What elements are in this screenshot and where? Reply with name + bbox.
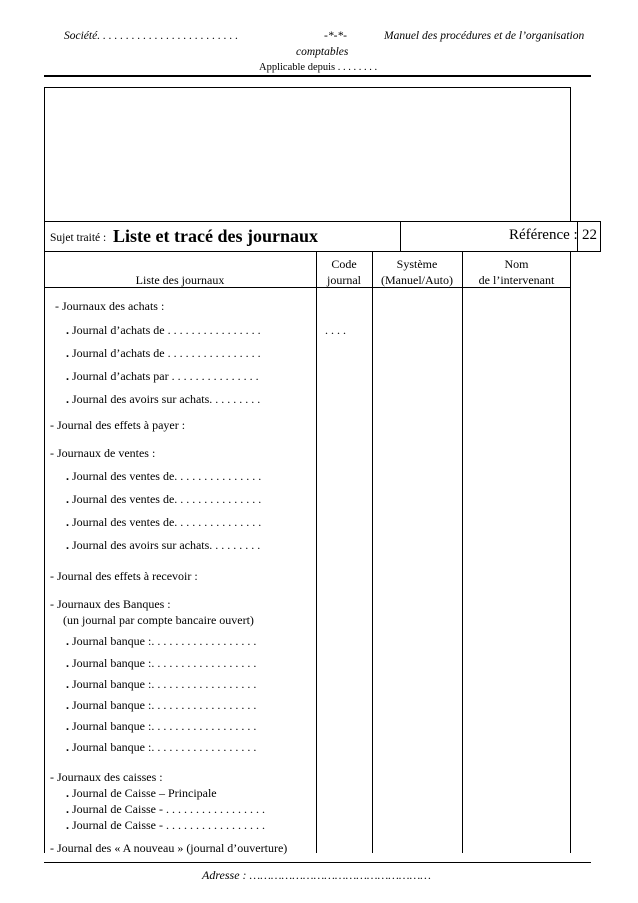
row-text: Journal d’achats de . . . . . . . . . . . . . . . .	[69, 323, 261, 337]
reference-label: Référence :	[509, 227, 578, 243]
list-item	[66, 538, 260, 553]
header-rule	[44, 75, 591, 77]
col-header-name	[462, 256, 571, 288]
col-header-code-line1: Code	[331, 257, 357, 271]
row-bullet: .	[66, 369, 69, 383]
row-text: Journal banque :. . . . . . . . . . . . . . . . . .	[69, 719, 257, 733]
row-text: Journal banque :. . . . . . . . . . . . . . . . . .	[69, 634, 257, 648]
list-item	[66, 469, 261, 484]
row-text: Journal de Caisse – Principale	[69, 786, 217, 800]
row-bullet: .	[66, 392, 69, 406]
list-item	[66, 786, 217, 801]
subject-divider	[400, 221, 401, 252]
list-item	[66, 740, 256, 755]
list-item: - Journaux de ventes :	[50, 446, 156, 460]
row-text: Journal banque :. . . . . . . . . . . . . . . . . .	[69, 656, 257, 670]
row-bullet: .	[66, 469, 69, 483]
code-marker: -*-*-	[324, 30, 347, 42]
row-text: Journal des ventes de. . . . . . . . . . . . . . .	[69, 469, 262, 483]
row-bullet: .	[66, 656, 69, 670]
row-text: Journal banque :. . . . . . . . . . . . . . . . . .	[69, 698, 257, 712]
row-text: Journal de Caisse - . . . . . . . . . . . . . . . . .	[69, 802, 265, 816]
row-bullet: .	[66, 719, 69, 733]
list-item	[66, 634, 256, 649]
col-header-name-line1: Nom	[504, 257, 529, 271]
row-bullet: .	[66, 786, 69, 800]
row-bullet: .	[66, 538, 69, 552]
row-bullet: .	[66, 634, 69, 648]
row-text: Journal des avoirs sur achats. . . . . . . . .	[69, 538, 261, 552]
list-item: - Journal des effets à recevoir :	[50, 569, 198, 583]
row-bullet: .	[66, 802, 69, 816]
list-item	[66, 369, 259, 384]
row-bullet: .	[66, 698, 69, 712]
row-text: Journal banque :. . . . . . . . . . . . . . . . . .	[69, 677, 257, 691]
list-item: - Journaux des caisses :	[50, 770, 163, 784]
row-text: Journal d’achats par . . . . . . . . . . . . . . .	[69, 369, 259, 383]
col-header-system	[372, 256, 462, 288]
col-header-name-line2: de l’intervenant	[478, 273, 555, 287]
list-item	[66, 802, 265, 817]
row-bullet: .	[66, 515, 69, 529]
list-item	[66, 323, 261, 338]
col-header-code	[316, 256, 372, 288]
row-text: Journal de Caisse - . . . . . . . . . . . . . . . . .	[69, 818, 265, 832]
list-item	[66, 818, 265, 833]
subject-prefix: Sujet traité :	[50, 232, 107, 244]
row-text: Journal banque :. . . . . . . . . . . . . . . . . .	[69, 740, 257, 754]
list-item	[66, 698, 256, 713]
row-bullet: .	[66, 492, 69, 506]
list-item	[66, 392, 260, 407]
footer-rule	[44, 862, 591, 863]
col-header-system-line2: (Manuel/Auto)	[381, 273, 453, 287]
row-bullet: .	[66, 677, 69, 691]
list-item	[66, 492, 261, 507]
list-item-note: (un journal par compte bancaire ouvert)	[63, 613, 254, 627]
row-text: Journal des ventes de. . . . . . . . . . . . . . .	[69, 515, 262, 529]
row-code-value: . . . .	[325, 323, 346, 337]
col-divider-code	[316, 251, 317, 853]
list-item	[66, 656, 256, 671]
reference-value: 22	[582, 227, 597, 243]
col-header-system-line1: Système	[396, 257, 438, 271]
code-label: comptables	[296, 46, 349, 58]
row-text: Journal des ventes de. . . . . . . . . . . . . . .	[69, 492, 262, 506]
row-bullet: .	[66, 346, 69, 360]
list-item: - Journaux des Banques :	[50, 597, 171, 611]
row-bullet: .	[66, 740, 69, 754]
blank-area	[44, 87, 571, 222]
row-text: Journal des avoirs sur achats. . . . . . . . .	[69, 392, 261, 406]
list-item: - Journal des effets à payer :	[50, 418, 186, 432]
address-field: Adresse : ……………………………………………	[202, 868, 431, 882]
col-header-list: Liste des journaux	[135, 273, 225, 287]
row-text: Journal d’achats de . . . . . . . . . . . . . . . .	[69, 346, 261, 360]
col-divider-name	[462, 251, 463, 853]
list-item: - Journaux des achats :	[55, 299, 165, 313]
list-item	[66, 677, 256, 692]
col-header-code-line2: journal	[327, 273, 361, 287]
row-bullet: .	[66, 323, 69, 337]
row-bullet: .	[66, 818, 69, 832]
col-divider-system	[372, 251, 373, 853]
list-item	[66, 515, 261, 530]
list-item	[66, 719, 256, 734]
applicable-date: Applicable depuis . . . . . . . .	[259, 62, 378, 73]
company-field: Société. . . . . . . . . . . . . . . . . . . . . . . . .	[64, 30, 239, 42]
subject-title: Liste et tracé des journaux	[113, 226, 318, 246]
list-item: - Journal des « A nouveau » (journal d’ouverture)	[50, 841, 288, 855]
manual-title: Manuel des procédures et de l’organisation	[384, 30, 585, 42]
list-item	[66, 346, 261, 361]
